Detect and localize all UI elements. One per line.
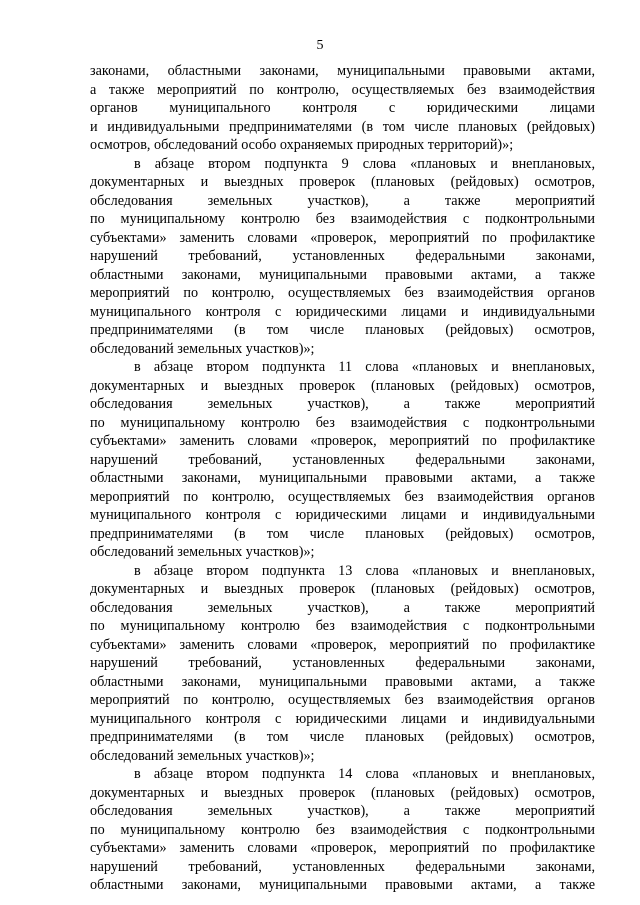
text-line: обследования земельных участков), а также мероприятий — [90, 396, 595, 412]
text-line: обследования земельных участков), а также мероприятий — [90, 192, 595, 209]
text-line: мероприятий по контролю, осуществляемых без взаимодействия органов — [90, 285, 595, 301]
text-line: субъектами» заменить словами «проверок, мероприятий по профилактике — [90, 636, 595, 653]
text-line: по муниципальному контролю без взаимодействия с подконтрольными — [90, 211, 595, 227]
text-line: в абзаце втором подпункта 9 слова «плановых и внеплановых, — [134, 155, 595, 172]
text-line: областными законами, муниципальными правовыми актами, а также — [90, 673, 595, 690]
text-line: обследования земельных участков), а также мероприятий — [90, 803, 595, 819]
text-line: предпринимателями (в том числе плановых (рейдовых) осмотров, — [90, 322, 595, 338]
text-line: и индивидуальными предпринимателями (в том числе плановых (рейдовых) — [90, 118, 595, 135]
text-line: областными законами, муниципальными правовыми актами, а также — [90, 877, 595, 893]
text-line: обследований земельных участков)»; — [90, 544, 315, 560]
text-line: мероприятий по контролю, осуществляемых без взаимодействия органов — [90, 488, 595, 505]
page-number: 5 — [316, 38, 324, 53]
text-line: в абзаце втором подпункта 14 слова «плановых и внеплановых, — [134, 766, 595, 782]
text-line: документарных и выездных проверок (плановых (рейдовых) осмотров, — [90, 377, 595, 394]
text-line: осмотров, обследований особо охраняемых природных территорий)»; — [90, 137, 514, 153]
text-line: субъектами» заменить словами «проверок, мероприятий по профилактике — [90, 433, 595, 449]
text-line: нарушений требований, установленных федеральными законами, — [90, 858, 595, 875]
text-line: нарушений требований, установленных федеральными законами, — [90, 655, 595, 671]
text-line: законами, областными законами, муниципальными правовыми актами, — [90, 63, 595, 79]
text-line: областными законами, муниципальными правовыми актами, а также — [90, 266, 595, 283]
text-line: органов муниципального контроля с юридическими лицами — [90, 100, 595, 116]
document-body — [90, 62, 595, 895]
text-line: мероприятий по контролю, осуществляемых без взаимодействия органов — [90, 692, 595, 708]
text-line: областными законами, муниципальными правовыми актами, а также — [90, 470, 595, 486]
text-line: документарных и выездных проверок (плановых (рейдовых) осмотров, — [90, 581, 595, 597]
text-line: по муниципальному контролю без взаимодействия с подконтрольными — [90, 618, 595, 634]
text-line: по муниципальному контролю без взаимодействия с подконтрольными — [90, 414, 595, 431]
text-line: а также мероприятий по контролю, осуществляемых без взаимодействия — [90, 81, 595, 98]
text-line: предпринимателями (в том числе плановых (рейдовых) осмотров, — [90, 729, 595, 745]
text-line: нарушений требований, установленных федеральными законами, — [90, 248, 595, 264]
text-line: муниципального контроля с юридическими лицами и индивидуальными — [90, 710, 595, 727]
text-line: в абзаце втором подпункта 11 слова «плановых и внеплановых, — [134, 359, 595, 375]
text-line: муниципального контроля с юридическими лицами и индивидуальными — [90, 303, 595, 320]
text-line: обследований земельных участков)»; — [90, 340, 315, 357]
text-line: по муниципальному контролю без взаимодействия с подконтрольными — [90, 821, 595, 838]
text-line: субъектами» заменить словами «проверок, мероприятий по профилактике — [90, 840, 595, 856]
text-line: документарных и выездных проверок (плановых (рейдовых) осмотров, — [90, 174, 595, 190]
text-line: обследований земельных участков)»; — [90, 747, 315, 764]
text-line: предпринимателями (в том числе плановых (рейдовых) осмотров, — [90, 525, 595, 542]
text-line: субъектами» заменить словами «проверок, мероприятий по профилактике — [90, 229, 595, 246]
text-line: нарушений требований, установленных федеральными законами, — [90, 451, 595, 468]
text-line: в абзаце втором подпункта 13 слова «плановых и внеплановых, — [134, 562, 595, 579]
text-line: обследования земельных участков), а также мероприятий — [90, 599, 595, 616]
text-line: муниципального контроля с юридическими лицами и индивидуальными — [90, 507, 595, 523]
text-line: документарных и выездных проверок (плановых (рейдовых) осмотров, — [90, 784, 595, 801]
